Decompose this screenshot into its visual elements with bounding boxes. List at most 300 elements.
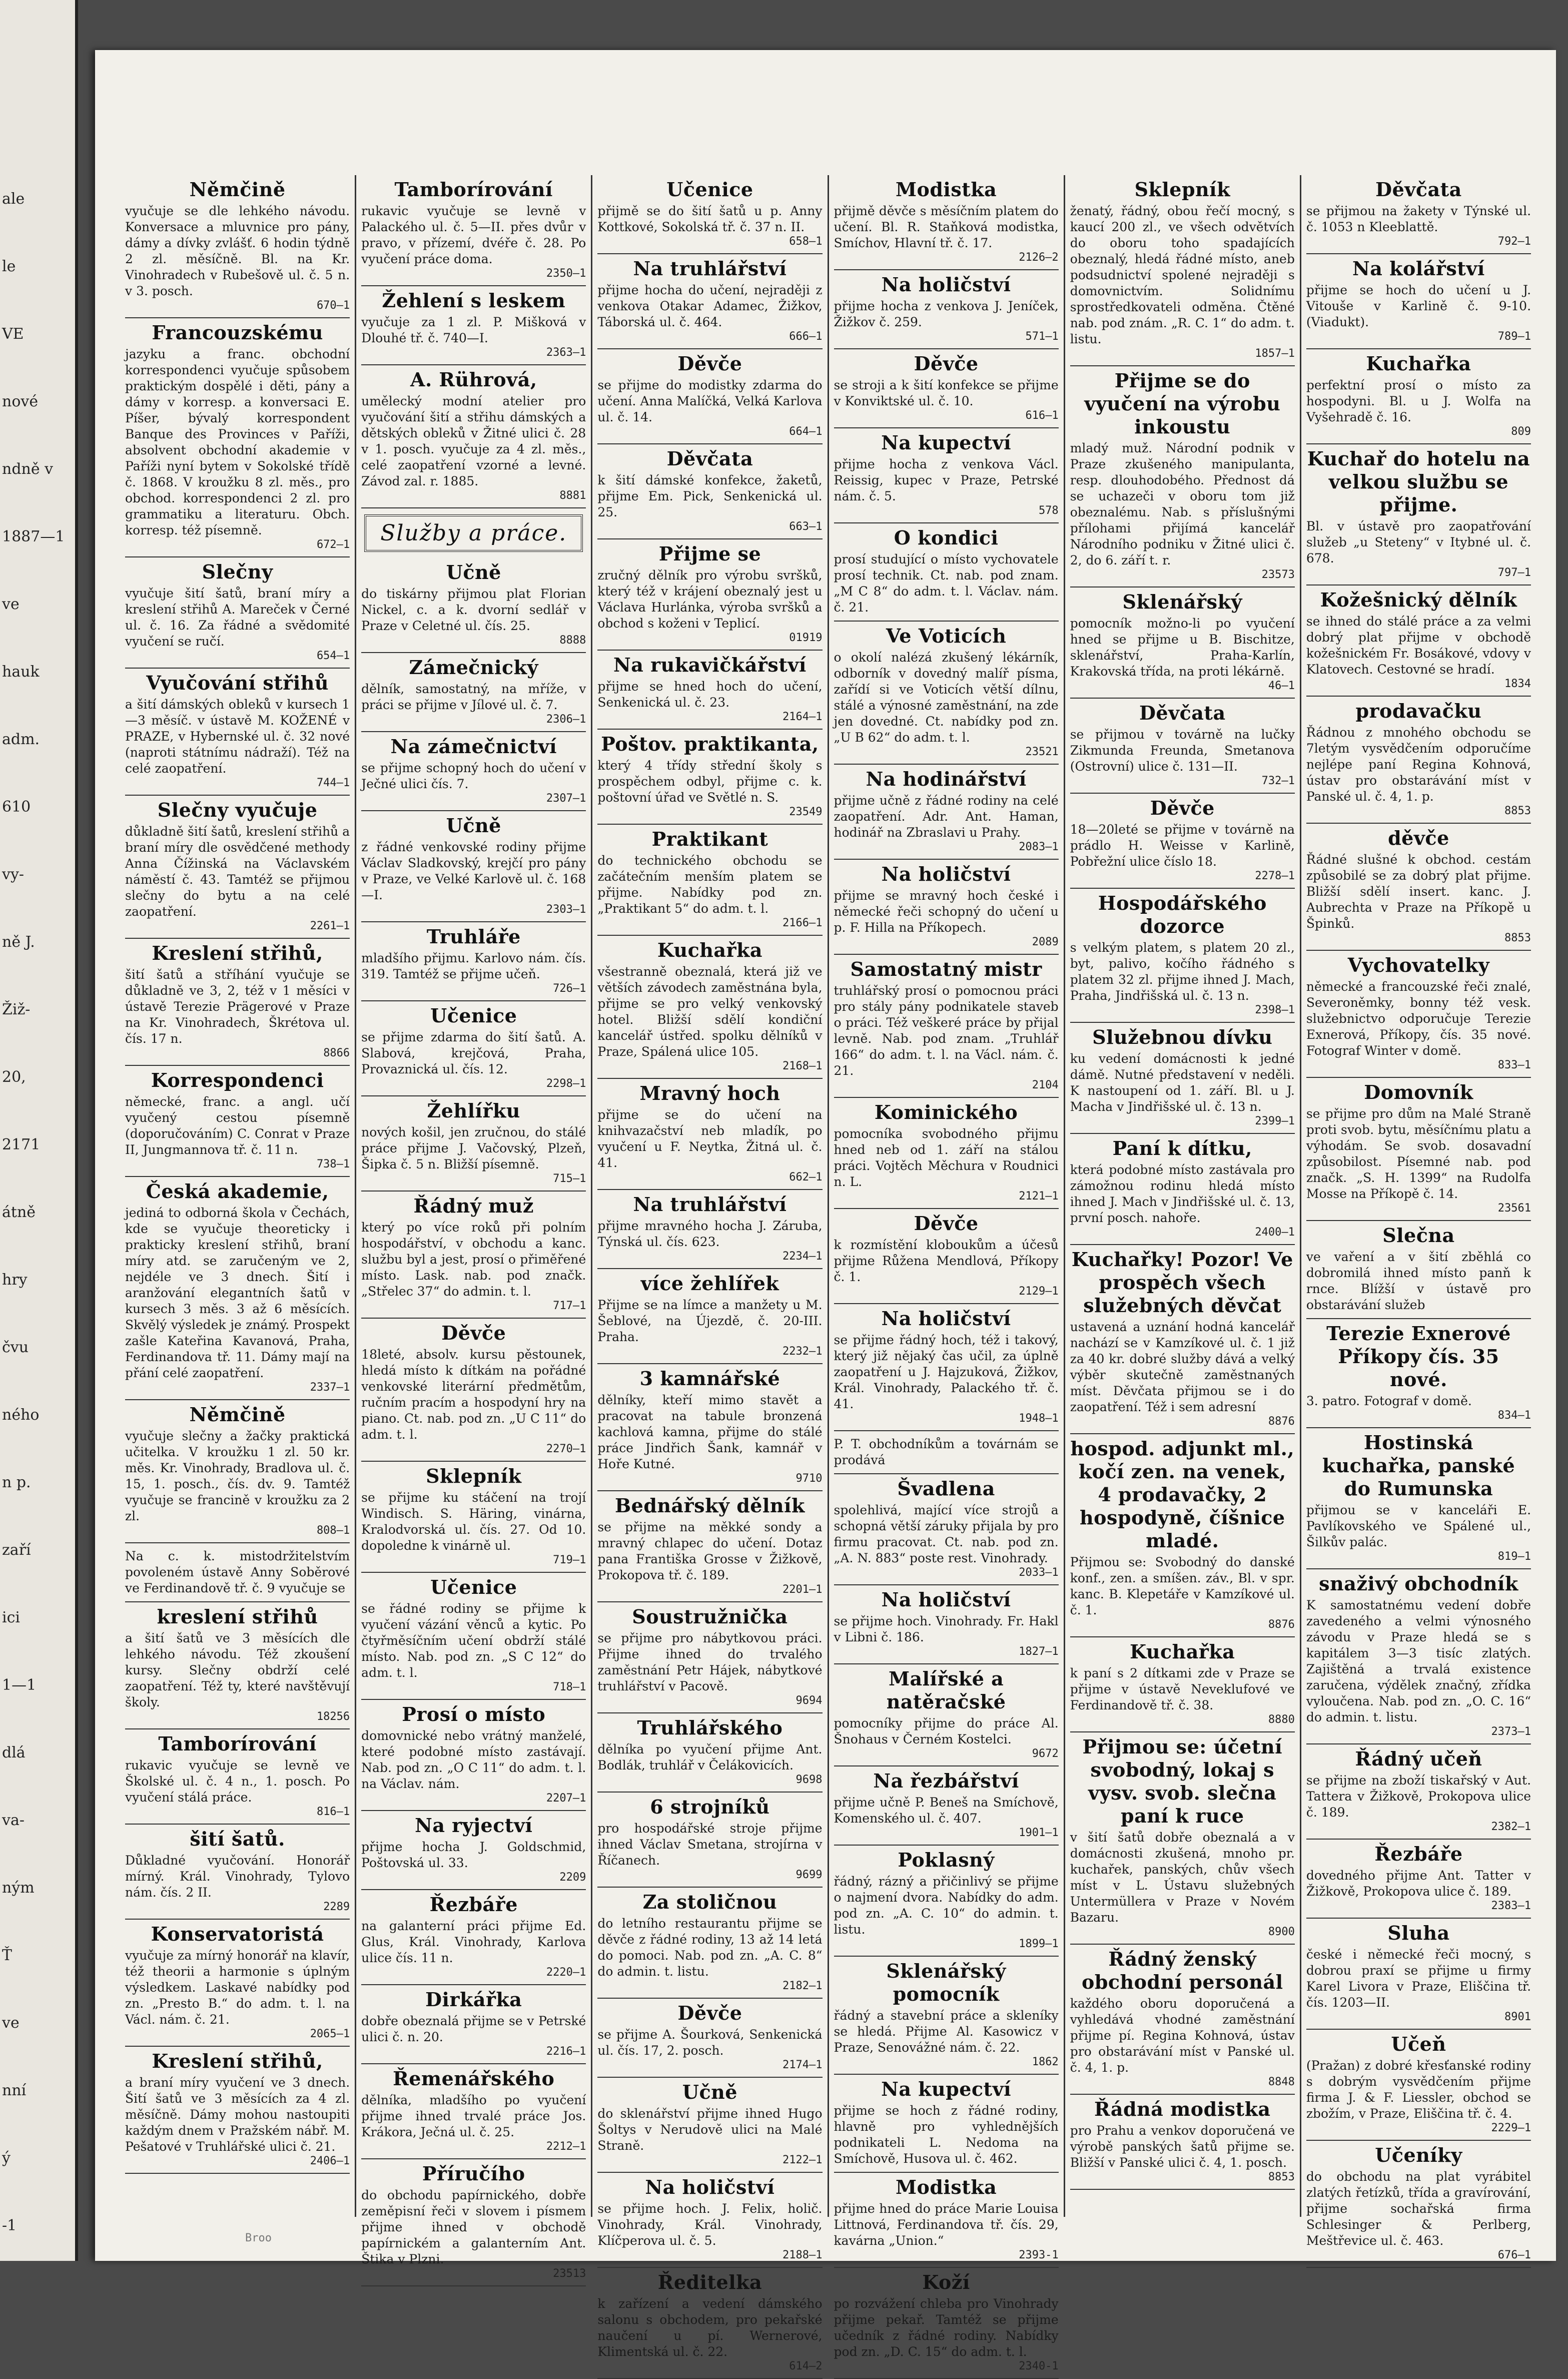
ad-column-3 [592,175,829,2372]
classified-ad [834,1474,1059,1585]
ad-text: německé a francouzské řeči znalé, Severoněmky, bonny též vesk. služebnictvo odporučuje Terezie Exnerová, Příkopy, čís. 35 nové. Fotograf Winter v domě. [1306,979,1531,1058]
ad-reference-number: 9694 [796,1694,823,1707]
ad-headline: Děvče [441,1322,506,1344]
classified-ad [361,732,586,811]
prev-page-fragment: ý [2,2149,11,2167]
classified-ad [834,428,1059,523]
prev-page-fragment: 1—1 [2,1676,37,1694]
ad-column-4 [829,175,1065,2372]
classified-ad [834,1766,1059,1846]
ad-text: Přijme se na límce a manžety u M. Šeblové, na Újezdě, č. 20-III. Praha. [597,1298,823,1344]
ad-headline: Řemenářského [393,2067,555,2090]
ad-text: se přijme do modistky zdarma do učení. Anna Malíčká, Velká Karlova ul. č. 14. [597,378,823,424]
classified-ad [1070,366,1295,587]
classified-ad [597,254,822,349]
ad-headline: Kominického [874,1101,1018,1123]
ad-reference-number: 2306—1 [546,713,586,726]
classified-ad [361,1319,586,1462]
ad-headline: Řádný ženský obchodní personál [1081,1948,1283,1993]
ad-reference-number: 672—1 [316,538,350,551]
ad-reference-number: 1901—1 [1019,1827,1059,1839]
prev-page-fragment: 610 [2,798,31,816]
ad-text: se ihned do stálé práce a za velmi dobrý plat přijme v obchodě kožešnickém Fr. Bosákové, vdovy v Klatovech. Cestovné se hradí. [1306,614,1531,677]
classified-ad [1070,1134,1295,1245]
ad-reference-number: 2270—1 [546,1443,586,1455]
ad-reference-number: 2166—1 [782,917,823,929]
ad-reference-number: 676—1 [1497,2249,1531,2261]
classified-ad [1306,349,1531,444]
ad-reference-number: 2122—1 [782,2154,823,2166]
ad-text: spolehlivá, mající více strojů a schopná větší záruky přijala by pro firmu pracovat. Ct. nab. pod zn. „A. N. 883“ poste rest. Vinohrady. [834,1503,1059,1565]
ad-reference-number: 670—1 [316,299,350,312]
classified-ad [834,1209,1059,1304]
classified-ad [1306,1221,1531,1319]
classified-ad [834,860,1059,955]
ad-reference-number: 8881 [559,489,586,502]
ad-reference-number: 2289 [323,1901,350,1913]
classified-ad [1070,699,1295,794]
ad-headline: Služebnou dívku [1092,1026,1273,1048]
classified-ad [1306,1919,1531,2030]
ad-reference-number: 9672 [1032,1747,1059,1760]
ad-headline: Vychovatelky [1347,954,1490,976]
ad-headline: 3 kamnářské [639,1367,780,1390]
ad-text: P. T. obchodníkům a továrnám se prodává [834,1437,1059,1467]
classified-ad [597,1793,822,1888]
ad-reference-number: 8888 [559,634,586,647]
prev-page-fragment: VE [2,325,24,343]
classified-ad [597,1491,822,1602]
ad-reference-number: 662—1 [789,1171,823,1183]
ad-reference-number: 23573 [1261,568,1295,581]
ad-headline: Francouzskému [152,321,323,344]
classified-ad [361,922,586,1001]
ad-reference-number: 18256 [316,1710,350,1723]
ad-reference-number: 2182—1 [782,1980,823,1992]
ad-text: šití šatů a stříhání vyučuje se důkladně ve 3, 2, též v 1 měsíci v ústavě Terezie Prägerové v Praze na Kr. Vinohradech, Škrétova ul. čís. 17 n. [125,967,350,1046]
prev-page-fragment: n p. [2,1474,31,1491]
ad-headline: Kožešnický dělník [1320,588,1517,611]
ad-text: (Pražan) z dobré křesťanské rodiny s dobrým vysvědčením přijme firma J. & F. Liessler, obchod se zbožím, v Praze, Eliščina tř. č. 4. [1306,2058,1531,2121]
ad-text: přijmě se do šití šatů u p. Anny Kottkové, Sokolská tř. č. 37 n. II. [597,204,823,234]
ad-headline: Koží [922,2271,970,2293]
ad-reference-number: 614—2 [789,2360,823,2372]
classified-ad [361,1192,586,1319]
classified-ad [1070,175,1295,366]
ad-headline: Kuchař do hotelu na velkou službu se přijme. [1307,447,1530,516]
ad-text: dělník, samostatný, na mříže, v práci se přijme v Jílové ul. č. 7. [361,682,586,712]
ad-reference-number: 719—1 [553,1554,586,1566]
classified-ad [1070,1637,1295,1732]
prev-page-fragment: čvu [2,1339,29,1356]
ad-reference-number: 1899—1 [1019,1938,1059,1950]
ad-text: Důkladné vyučování. Honorář mírný. Král. Vinohrady, Tylovo nám. čís. 2 II. [125,1853,350,1900]
ad-headline: Němčině [189,1403,286,1426]
classified-ad [361,1573,586,1700]
classified-ad [1306,951,1531,1078]
classified-ad [597,1364,822,1491]
ad-reference-number: 8866 [323,1047,350,1059]
ad-headline: Slečny vyučuje [157,799,318,821]
ad-headline: Samostatný mistr [850,958,1042,980]
ad-reference-number: 1857—1 [1255,347,1295,360]
classified-ad [597,444,822,539]
ad-headline: Na truhlářství [633,257,787,280]
classified-ad [597,1079,822,1190]
ad-reference-number: 2373—1 [1491,1725,1531,1738]
ad-reference-number: 1827—1 [1019,1645,1059,1658]
ad-text: do technického obchodu se začátečním menším platem se přijme. Nabídky pod zn. „Praktikant 5“ do adm. t. l. [597,853,823,916]
classified-ad [834,523,1059,622]
ad-text: přijme mravného hocha J. Záruba, Týnská ul. čís. 623. [597,1219,823,1249]
ad-text: do obchodu na plat vyrábitel zlatých řetízků, třída a gravírování, přijme sochařská firma Schlesinger & Perlberg, Meštřevice ul. č. 463. [1306,2169,1531,2248]
ad-text: na galanterní práci přijme Ed. Glus, Král. Vinohrady, Karlova ulice čís. 11 n. [361,1919,586,1965]
ad-reference-number: 666—1 [789,330,823,343]
ad-headline: Žehlířku [427,1099,520,1122]
ad-text: se přijme pro nábytkovou práci. Přijme ihned do trvalého zaměstnání Petr Hájek, nábytkové truhlářství v Pacově. [597,1631,823,1693]
classified-ad [597,651,822,730]
prev-page-fragment: ve [2,596,20,613]
ad-text: mladšího přijmu. Karlovo nám. čís. 319. Tamtéž se přijme učeň. [361,951,586,981]
classified-ad [125,175,350,318]
prev-page-fragment: 2171 [2,1136,41,1153]
ad-reference-number: 8876 [1268,1415,1295,1428]
ad-text: 3. patro. Fotograf v domě. [1306,1394,1472,1408]
ad-headline: Na kupectví [881,2078,1012,2100]
prev-page-fragment: ale [2,190,25,208]
ad-headline: Děvče [1150,797,1215,819]
ad-headline: Modistka [895,2176,997,2198]
ad-reference-number: 46—1 [1268,680,1295,692]
prev-page-fragment: ného [2,1406,40,1424]
ad-text: se přijme ku stáčení na trojí Windisch. S. Häring, vinárna, Kralodvorská ul. čís. 27. Od 10. dopoledne k vinárně ul. [361,1490,586,1553]
ad-text: se přijmou na žakety v Týnské ul. č. 1053 n Kleeblattě. [1306,204,1531,234]
ad-text: rukavic vyučuje se levně v Palackého ul. č. 5—II. přes dvůr v pravo, v přízemí, dvéře č. 28. Po vyučení práce doma. [361,204,586,266]
previous-page-edge [0,0,78,2261]
ad-headline: Řádný učeň [1355,1747,1482,1770]
ad-reference-number: 2399—1 [1255,1115,1295,1127]
classified-ad [1070,889,1295,1023]
ad-reference-number: 2232—1 [782,1345,823,1358]
ad-text: přijme hocha J. Goldschmid, Poštovská ul. 33. [361,1840,586,1870]
ad-reference-number: 9699 [796,1869,823,1881]
ad-reference-number: 738—1 [316,1158,350,1170]
ad-headline: Na holičství [881,273,1011,296]
ad-reference-number: 1948—1 [1019,1412,1059,1425]
ad-reference-number: 809 [1511,425,1531,438]
ad-reference-number: 23521 [1025,746,1059,758]
ad-headline: více žehlířek [640,1272,779,1295]
classified-ad [1306,2030,1531,2141]
classified-ad [361,1811,586,1890]
ad-text: přijme hocha z venkova Václ. Reissig, kupec v Praze, Petrské nám. č. 5. [834,457,1059,503]
classified-ad [834,765,1059,860]
classified-ad [834,270,1059,349]
page-footer-mark: Broo [245,2232,272,2244]
classified-ad [361,1462,586,1573]
classified-ad [361,1096,586,1192]
ad-headline: snaživý obchodník [1319,1572,1518,1595]
ad-reference-number: 2406—1 [310,2155,350,2167]
ad-headline: Švadlena [897,1477,995,1500]
classified-ad [125,669,350,796]
classified-ad [597,2173,822,2268]
ad-reference-number: 8853 [1504,932,1531,944]
ad-headline: Poštov. praktikanta, [601,733,819,755]
ad-text: řádný a stavební práce a skleníky se hledá. Přijme Al. Kasowicz v Praze, Senovážné nám. č. 22. [834,2008,1059,2055]
ad-text: k paní s 2 dítkami zde v Praze se přijme v ústavě Neveklufové ve Ferdinandově tř. č. 38. [1070,1666,1295,1712]
ad-headline: Konservatoristá [151,1923,324,1945]
ad-reference-number: 732—1 [1261,775,1295,787]
classified-ad [834,1664,1059,1766]
classified-ad [361,1985,586,2064]
ad-reference-number: 663—1 [789,520,823,533]
ad-reference-number: 2303—1 [546,903,586,916]
classified-ad [834,1098,1059,1209]
ad-reference-number: 8901 [1504,2011,1531,2023]
classified-ad [125,1825,350,1920]
ad-reference-number: 2083—1 [1019,841,1059,853]
classified-ad [361,286,586,365]
ad-text: Bl. v ústavě pro zaopatřování služeb „u Steteny“ v Itybné ul. č. 678. [1306,519,1531,565]
classified-ad [834,2268,1059,2379]
ad-headline: Učně [446,814,501,837]
ad-headline: Kuchařka [657,939,763,961]
classified-ad [597,1602,822,1713]
ad-reference-number: 2400—1 [1255,1226,1295,1239]
ad-text: do obchodu papírnického, dobře zeměpisní řeči v slovem i písmem přijme ihned v obchodě papírnickém a galanterním Ant. Štika v Plzni. [361,2188,586,2266]
ad-text: ve vaření a v šití zběhlá co dobromilá ihned místo panň k rnce. Blížší v ústavě pro obstarávání služeb [1306,1250,1531,1312]
ad-headline: Modistka [895,178,997,201]
ad-headline: Poklasný [898,1849,995,1871]
ad-headline: Na holičství [881,863,1011,885]
ad-reference-number: 2261—1 [310,920,350,932]
prev-page-fragment: ve [2,2014,20,2032]
section-header-box [364,514,583,552]
ad-headline: Na zámečnictví [390,735,557,758]
ad-text: dobře obeznalá přijme se v Petrské ulici č. n. 20. [361,2014,586,2044]
ad-text: se přijme pro dům na Malé Straně proti svob. bytu, měsíčnímu platu a výhodám. Se svob. dosavadní způsobilost. Písemné nab. pod značk. „S. H. 1399“ na Rudolfa Mosse na Příkopě č. 14. [1306,1106,1531,1201]
classified-ad [834,2075,1059,2173]
ad-reference-number: 2393-1 [1019,2249,1059,2261]
ad-headline: děvče [1388,827,1449,849]
ad-headline: Tamborírování [394,178,553,201]
ad-headline: Přijme se [658,542,761,565]
ad-reference-number: 2188—1 [782,2249,823,2261]
prev-page-fragment: ndně v [2,460,54,478]
ad-headline: Na kolářství [1352,257,1485,280]
ad-reference-number: 23513 [553,2267,586,2280]
ad-reference-number: 23549 [789,806,823,818]
ad-reference-number: 833—1 [1497,1059,1531,1071]
classified-ad [125,1602,350,1729]
ad-text: do tiskárny přijmou plat Florian Nickel, c. a k. dvorní sedlář v Praze v Celetné ul. čís. 25. [361,586,586,633]
ad-headline: Přijmou se: účetní svobodný, lokaj s vysv. svob. slečna paní k ruce [1082,1735,1283,1827]
ad-text: se přijme na měkké sondy a mravný chlapec do učení. Dotaz pana Františka Grosse v Žižkově, Prokopova tř. č. 189. [597,1520,823,1582]
ad-headline: Hospodářského dozorce [1098,892,1267,937]
ad-text: dělníka po vyučení přijme Ant. Bodlák, truhlář v Čelákovicích. [597,1742,823,1772]
ad-headline: Učně [446,561,501,583]
ad-reference-number: 2209 [559,1871,586,1884]
classified-ad [597,1999,822,2078]
ad-reference-number: 2337—1 [310,1381,350,1394]
ad-reference-number: 8900 [1268,1926,1295,1938]
classified-ad [125,2047,350,2174]
ad-text: s velkým platem, s platem 20 zl., byt, palivo, kočího řádného s platem 32 zl. přijme ihned J. Mach, Praha, Jindřišská ul. č. 13 n. [1070,940,1295,1003]
ad-headline: Kuchařky! Pozor! Ve prospěch všech služebných děvčat [1071,1248,1293,1317]
classified-ad [834,622,1059,765]
ad-reference-number: 717—1 [553,1300,586,1312]
ad-reference-number: 654—1 [316,650,350,662]
classified-ad [1306,444,1531,585]
ad-headline: Truhlářského [637,1716,783,1739]
ad-reference-number: 2212—1 [546,2140,586,2153]
ad-reference-number: 8880 [1268,1713,1295,1726]
prev-page-fragment: ici [2,1609,20,1626]
ad-headline: Kuchařka [1130,1640,1235,1663]
prev-page-fragment: va- [2,1812,25,1829]
ad-reference-number: 2340-1 [1019,2360,1059,2372]
classified-ad [597,2078,822,2173]
ad-headline: Sklepník [426,1465,522,1487]
ad-reference-number: 2207—1 [546,1792,586,1805]
classified-ad [834,1585,1059,1664]
classified-ad [1070,1245,1295,1434]
ad-reference-number: 718—1 [553,1681,586,1693]
ad-headline: Česká akademie, [146,1180,329,1203]
classified-ad [834,1431,1059,1474]
ad-text: se přijmou v továrně na lučky Zikmunda Freunda, Smetanova (Ostrovní) ulice č. 131—II. [1070,727,1295,774]
ad-text: a šití šatů ve 3 měsících dle lehkého návodu. Též zkoušení kursy. Slečny obdrží celé zaopatření. Též ty, které navštěvují školy. [125,1631,350,1709]
ad-text: ku vedení domácnosti k jedné dámě. Nutné představení v neděli. K nastoupení od 1. září. Bl. u J. Macha v Jindřišské ul. č. 13 n. [1070,1051,1295,1114]
prev-page-fragment: hry [2,1271,28,1289]
classified-ad [1306,697,1531,824]
classified-ad [1306,1319,1531,1428]
ad-headline: Děvčata [666,447,753,470]
ad-text: který 4 třídy střední školy s prospěchem odbyl, přijme c. k. poštovní úřad ve Světlé n. S. [597,758,823,805]
ad-headline: Děvčata [1139,702,1226,724]
ad-reference-number: 2382—1 [1491,1821,1531,1833]
newspaper-page [95,50,1556,2372]
ad-reference-number: 664—1 [789,425,823,438]
ad-text: přijmě děvče s měsíčním platem do učení. Bl. R. Staňková modistka, Smíchov, Hlavní tř. č. 17. [834,204,1059,250]
prev-page-fragment: adm. [2,731,40,748]
ad-headline: šití šatů. [190,1828,285,1850]
ad-headline: Učně [682,2081,737,2103]
classified-ad [361,1001,586,1096]
ad-text: K samostatnému vedení dobře zavedeného a velmi výnosného závodu v Praze hledá se s kapitálem 3—3 tisíc zlatých. Zajištěná a trvalá existence zaručena, výdělek značný, zřídka vyloučena. Nab. pod zn. „O. C. 16“ do admin. t. listu. [1306,1598,1531,1724]
ad-headline: Děvče [677,352,742,375]
classified-ad [1306,2141,1531,2268]
ad-text: zručný dělník pro výrobu svršků, který též v krájení obeznalý jest u Václava Hurlánka, výroba svršků a obchod s koženi v Teplicí. [597,568,823,631]
ad-text: vyučuje za 1 zl. P. Mišková v Dlouhé tř. č. 740—I. [361,315,586,345]
ad-reference-number: 726—1 [553,982,586,995]
ad-text: po rozvážení chleba pro Vinohrady přijme pekař. Tamtéž se přijme učedník z řádné rodiny. Nabídky pod zn. „D. C. 15“ do adm. t. l. [834,2296,1059,2359]
ad-text: se přijme na zboží tiskařský v Aut. Tattera v Žižkově, Prokopova ulice č. 189. [1306,1773,1531,1820]
ad-headline: Na holičství [645,2176,775,2198]
ad-text: přijme učně z řádné rodiny na celé zaopatření. Adr. Ant. Haman, hodinář na Zbraslavi u Prahy. [834,793,1059,840]
classified-ad [1070,1023,1295,1134]
ad-headline: Učenice [430,1004,517,1027]
ad-reference-number: 2164—1 [782,711,823,723]
ad-headline: Slečna [1382,1224,1455,1247]
ad-text: důkladně šití šatů, kreslení střihů a braní míry dle osvědčené methody Anna Čížinská na Václavském náměstí č. 43. Tamtéž se přijmou slečny do bytu a na celé zaopatření. [125,824,350,919]
ad-reference-number: 571—1 [1025,330,1059,343]
ad-reference-number: 2168—1 [782,1060,823,1072]
ad-text: vyučuje slečny a žačky praktická učitelka. V kroužku 1 zl. 50 kr. měs. Kr. Vinohrady, Bradlova ul. č. 15, 1. posch., čís. dv. 9. Tamtéž vyučuje se francině v kroužku za 2 zl. [125,1429,350,1523]
ad-headline: Ve Voticích [886,625,1007,647]
ad-headline: O kondici [894,526,999,549]
ad-text: 18—20leté se přijme v továrně na prádlo H. Weisse v Karlině, Pobřežní ulice číslo 18. [1070,822,1295,869]
classified-ad [361,1890,586,1985]
classified-ad [1306,1744,1531,1840]
classified-ad [125,796,350,939]
ad-headline: Soustružnička [632,1605,788,1628]
classified-ad [1306,1840,1531,1919]
ad-reference-number: 1834 [1504,678,1531,690]
ad-text: přijme se hoch z řádné rodiny, hlavně pro vyhlednějších podnikateli L. Nedoma na Smíchově, Husova ul. č. 462. [834,2103,1059,2166]
classified-ad [361,1700,586,1811]
ad-reference-number: 819—1 [1497,1550,1531,1563]
ad-headline: Na ryjectví [415,1814,533,1837]
classified-ad [1306,824,1531,951]
ad-text: přijme hned do práce Marie Louisa Littnová, Ferdinandova tř. čís. 29, kavárna „Union.“ [834,2201,1059,2248]
ad-text: která podobné místo zastávala pro zámožnou rodinu hledá místo ihned J. Mach v Jindřišské ul. č. 13, první posch. nahoře. [1070,1162,1295,1225]
ad-reference-number: 715—1 [553,1172,586,1185]
classified-ad [597,349,822,444]
ad-text: truhlářský prosí o pomocnou práci pro stály pány podnikatele staveb o práci. Též veškeré práce by přijal levně. Nab. pod znam. „Truhlář 166“ do adm. t. l. na Václ. nám. č. 21. [834,983,1059,1078]
classified-ad [1070,1434,1295,1637]
ad-text: přijme hocha do učení, nejraději z venkova Otakar Adamec, Žižkov, Táborská ul. č. 464. [597,283,823,329]
ad-headline: A. Rührová, [410,368,537,391]
ad-headline: Řezbáře [429,1893,518,1916]
ad-headline: Učeníky [1375,2144,1462,2166]
ad-headline: Kuchařka [1366,352,1471,375]
ad-text: 18leté, absolv. kursu pěstounek, hledá místo k dítkám na pořádné venkovské literární předmětům, ručním pracím a hospodyní hry na piano. Ct. nab. pod zn. „U C 11“ do adm. t. l. [361,1347,586,1442]
ad-text: pomocníky přijme do práce Al. Šnohaus v Černém Kostelci. [834,1716,1059,1746]
ad-text: přijme učně P. Beneš na Smíchově, Komenského ul. č. 407. [834,1795,1059,1826]
ad-reference-number: 816—1 [316,1806,350,1818]
ad-text: k rozmístění kloboukům a účesů přijme Růžena Mendlová, Příkopy č. 1. [834,1238,1059,1284]
ad-text: každého oboru doporučená a vyhledává vhodné zaměstnání přijme pí. Regina Kohnová, ústav pro obstarávání míst v Panské ul. č. 4, 1. p. [1070,1996,1295,2075]
prev-page-fragment: hauk [2,663,40,681]
classified-ad [834,1304,1059,1431]
ad-text: dělníka, mladšího po vyučení přijme ihned trvalé práce Jos. Krákora, Ječná ul. č. 25. [361,2093,586,2139]
ad-reference-number: 2174—1 [782,2059,823,2071]
ad-column-1 [120,175,356,2217]
ad-headline: kreslení střihů [157,1605,318,1628]
ad-headline: Mravný hoch [639,1082,780,1104]
ad-reference-number: 8876 [1268,1618,1295,1631]
ad-text: perfektní prosí o místo za hospodyni. Bl. u J. Wolfa na Vyšehradě č. 16. [1306,378,1531,424]
ad-text: ženatý, řádný, obou řečí mocný, s kaucí 200 zl., ve všech odvětvích do oboru toho spadajících obeznalý, hledá řádné místo, aneb podsudnictví spolené nejraději s domovnictvím. Solidnímu sprostředkovateli odměna. Čtěné nab. pod znám. „R. C. 1“ do adm. t. listu. [1070,204,1295,346]
ad-reference-number: 616—1 [1025,409,1059,422]
ad-headline: Řádná modistka [1094,2098,1271,2120]
ad-reference-number: 2398—1 [1255,1004,1295,1016]
ad-headline: 6 strojníků [650,1796,770,1818]
prev-page-fragment: átně [2,1204,36,1221]
ad-headline: Kreslení střihů, [152,942,323,964]
ad-text: který po více roků při polním hospodářství, v obchodu a kanc. službu byl a jest, prosí o přiměřené místo. Lask. nab. pod značk. „Střelec 37“ do admin. t. l. [361,1220,586,1299]
ad-reference-number: 797—1 [1497,566,1531,579]
prev-page-fragment: ně J. [2,933,35,951]
ad-text: se přijme A. Šourková, Senkenická ul. čís. 17, 2. posch. [597,2027,823,2058]
ad-reference-number: 2065—1 [310,2028,350,2040]
ad-text: pro Prahu a venkov doporučená ve výrobě panských šatů přijme se. Bližší v Panské ulici č. 4, 1. posch. [1070,2123,1295,2170]
classified-ad [361,558,586,653]
classified-ad [361,2159,586,2286]
ad-reference-number: 1862 [1032,2056,1059,2068]
